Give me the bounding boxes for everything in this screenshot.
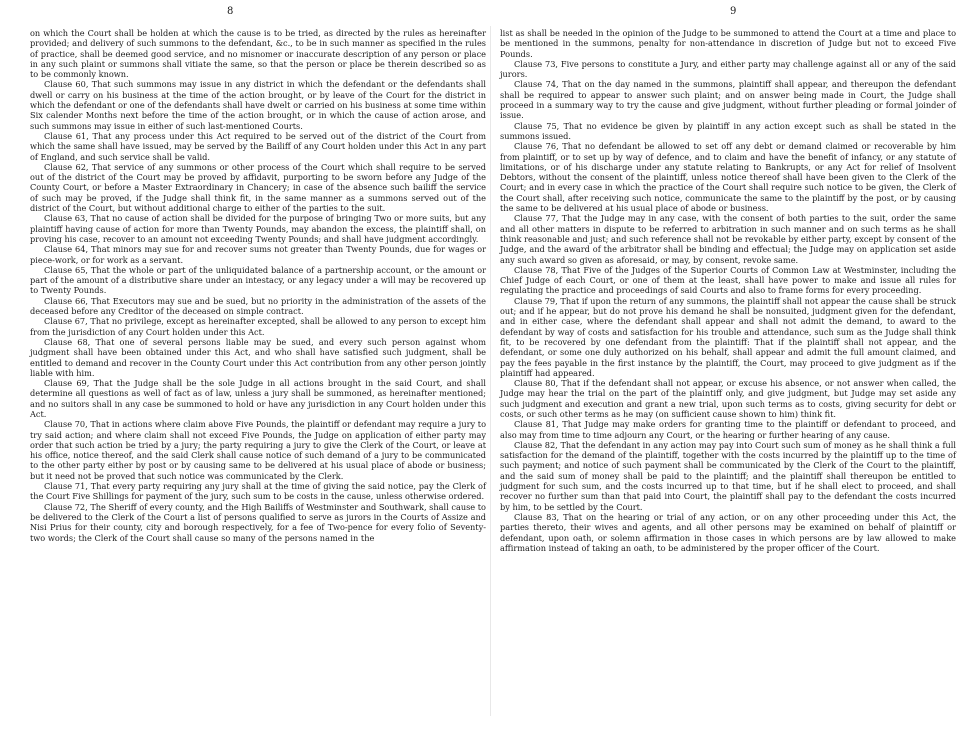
clause-83: Clause 83, That on the hearing or trial of any action, or on any other proceeding under this Act, the parties thereto, their wives and agents, and all other persons may be examined on behalf of plaintiff or defendant, upon oath, or solemn affirmation in those cases in which persons are by law allowed to make affirmation instead of taking an oath, to be administered by the proper officer of the Court. [500,511,956,553]
clause-78: Clause 78, That Five of the Judges of the Superior Courts of Common Law at Westminster, including the Chief Judge of each Court, or one of them at the least, shall have power to make and issue all rules for regulating the practice and proceedings of said Courts and also to frame forms for every proceeding. [500,264,956,296]
left-page [30,28,486,543]
clause-74: Clause 74, That on the day named in the summons, plaintiff shall appear, and thereupon the defendant shall be required to appear to answer such plaint; and on answer being made in Court, the Judge shall proceed in a summary way to try the cause and give judgment, without further pleading or formal joinder of issue. [500,79,956,121]
clause-70: Clause 70, That in actions where claim above Five Pounds, the plaintiff or defendant may require a jury to try said action; and where claim shall not exceed Five Pounds, the Judge on application of either party may order that such action be tried by a jury; the party requiring a jury to give the Clerk of the Court, or leave at his office, notice thereof, and the said Clerk shall cause notice of such demand of a jury to be communicated to the other party either by post or by causing same to be delivered at his usual place of abode or business; but it need not be proved that such notice was communicated by the Clerk. [30,419,486,481]
clause-77: Clause 77, That the Judge may in any case, with the consent of both parties to the suit, order the same and all other matters in dispute to be referred to arbitration in such manner and on such terms as he shall think reasonable and just; and such reference shall not be revokable by either party, except by consent of the Judge, and the award of the arbitrator shall be binding and effectual; the Judge may on application set aside any such award so given as aforesaid, or may, by consent, revoke same. [500,213,956,265]
clause-63: Clause 63, That no cause of action shall be divided for the purpose of bringing Two or more suits, but any plaintiff having cause of action for more than Twenty Pounds, may abandon the excess, the plaintiff shall, on proving his case, recover to an amount not exceeding Twenty Pounds; and shall have judgment accordingly. [30,213,486,244]
clause-80: Clause 80, That if the defendant shall not appear, or excuse his absence, or not answer when called, the Judge may hear the trial on the part of the plaintiff only, and give judgment, but Judge may set aside any such judgment and execution and grant a new trial, upon such terms as to costs, giving security for debt or costs, or such other terms as he may (on sufficient cause shown to him) think fit. [500,378,956,419]
page-number-left: 8 [227,6,234,17]
clause-69: Clause 69, That the Judge shall be the sole Judge in all actions brought in the said Court, and shall determine all questions as well of fact as of law, unless a jury shall be summoned, as hereinafter mentioned; and no suitors shall in any case be summoned to hold or have any jurisdiction in any Court holden under this Act. [30,378,486,419]
paragraph: on which the Court shall be holden at which the cause is to be tried, as directed by the rules as hereinafter provided; and delivery of such summons to the defendant, &c., to be in such manner as specified in the rules of practice, shall be deemed good service, and no misnomer or inaccurate description of any person or place in any such plaint or summons shall vitiate the same, so that the person or place be therein described so as to be commonly known. [30,28,486,80]
clause-65: Clause 65, That the whole or part of the unliquidated balance of a partnership account, or the amount or part of the amount of a distributive share under an intestacy, or any legacy under a will may be recovered up to Twenty Pounds. [30,264,486,296]
clause-64: Clause 64, That minors may sue for and recover sums not greater than Twenty Pounds, due for wages or piece-work, or for work as a servant. [30,244,486,265]
clause-61: Clause 61, That any process under this Act required to be served out of the district of the Court from which the same shall have issued, may be served by the Bailiff of any Court holden under this Act in any part of England, and such service shall be valid. [30,130,486,162]
clause-75: Clause 75, That no evidence be given by plaintiff in any action except such as shall be stated in the summons issued. [500,120,956,141]
clause-60: Clause 60, That such summons may issue in any district in which the defendant or the defendants shall dwell or carry on his business at the time of the action brought, or by leave of the Court for the district in which the defendant or one of the defendants shall have dwelt or carried on his business at some time within Six calender Months next before the time of the action brought, or in which the cause of action arose, and such summons may issue in either of such last-mentioned Courts. [30,79,486,131]
paragraph: list as shall be needed in the opinion of the Judge to be summoned to attend the Court at a time and place to be mentioned in the summons, penalty for non-attendance in discretion of Judge but not to exceed Five Pounds. [500,28,956,59]
clause-79: Clause 79, That if upon the return of any summons, the plaintiff shall not appear the cause shall be struck out; and if he appear, but do not prove his demand he shall be nonsuited, judgment given for the defendant, and in either case, where the defendant shall appear and shall not admit the demand, to award to the defendant by way of costs and satisfaction for his trouble and attendance, such sum as the Judge shall think fit, to be recovered by one defendant from the plaintiff: That if the plaintiff shall not appear, and the defendant, or some one duly authorized on his behalf, shall appear and admit the full amount claimed, and pay the fees payable in the first instance by the plaintiff, the Court, may proceed to give judgment as if the plaintiff had appeared. [500,295,956,378]
page-divider [490,26,491,716]
clause-66: Clause 66, That Executors may sue and be sued, but no priority in the administration of the assets of the deceased before any Creditor of the deceased on simple contract. [30,295,486,317]
page-number-right: 9 [730,6,737,17]
clause-62: Clause 62, That service of any summons or other process of the Court which shall require to be served out of the district of the Court may be proved by affidavit, purporting to be sworn before any Judge of the County Court, or before a Master Extraordinary in Chancery; in case of the absence such bailiff the service of such may be proved, if the Judge shall think fit, in the same manner as a summons served out of the district of the Court, but without additional charge to either of the parties to the suit. [30,161,486,214]
right-page [500,28,956,553]
clause-82: Clause 82, That the defendant in any action may pay into Court such sum of money as he shall think a full satisfaction for the demand of the plaintiff, together with the costs incurred by the plaintiff up to the time of such payment; and notice of such payment shall be communicated by the Clerk of the Court to the plaintiff, and the said sum of money shall be paid to the plaintiff; and the plaintiff shall thereupon be entitled to judgment for such sum, and the costs incurred up to that time, but if he shall elect to proceed, and shall recover no further sum than that paid into Court, the plaintiff shall pay to the defendant the costs incurred by him, to be settled by the Court. [500,439,956,512]
clause-71: Clause 71, That every party requiring any jury shall at the time of giving the said notice, pay the Clerk of the Court Five Shillings for payment of the jury, such sum to be costs in the cause, unless otherwise ordered. [30,481,486,502]
clause-81: Clause 81, That Judge may make orders for granting time to the plaintiff or defendant to proceed, and also may from time to time adjourn any Court, or the hearing or further hearing of any cause. [500,419,956,440]
clause-68: Clause 68, That one of several persons liable may be sued, and every such person against whom judgment shall have been obtained under this Act, and who shall have satisfied such judgment, shall be entitled to demand and recover in the County Court under this Act contribution from any other person jointly liable with him. [30,336,486,378]
clause-76: Clause 76, That no defendant be allowed to set off any debt or demand claimed or recoverable by him from plaintiff, or to set up by way of defence, and to claim and have the benefit of infancy, or any statute of limitations, or of his discharge under any statute relating to Bankrupts, or any Act for relief of Insolvent Debtors, without the consent of the plaintiff, unless notice thereof shall have been given to the Clerk of the Court; and in every case in which the practice of the Court shall require such notice to be given, the Clerk of the Court shall, after receiving such notice, communicate the same to the plaintiff by the post, or by causing the same to be delivered at his usual place of abode or business. [500,141,956,214]
clause-72: Clause 72, The Sheriff of every county, and the High Bailiffs of Westminster and Southwark, shall cause to be delivered to the Clerk of the Court a list of persons qualified to serve as jurors in the Courts of Assize and Nisi Prius for their county, city and borough respectively, for a fee of Two-pence for every folio of Seventy-two words; the Clerk of the Court shall cause so many of the persons named in the [30,501,486,543]
clause-67: Clause 67, That no privilege, except as hereinafter excepted, shall be allowed to any person to except him from the jurisdiction of any Court holden under this Act. [30,316,486,337]
clause-73: Clause 73, Five persons to constitute a Jury, and either party may challenge against all or any of the said jurors. [500,58,956,80]
